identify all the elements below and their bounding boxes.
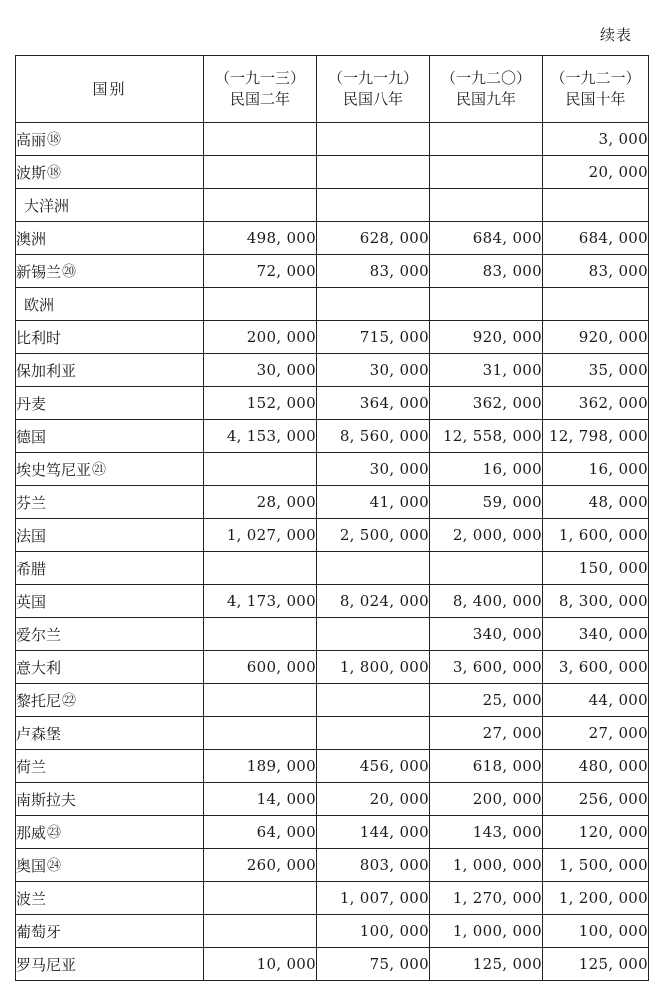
- value-cell: [317, 717, 430, 750]
- value-cell: [204, 684, 317, 717]
- country-name: 意大利: [16, 658, 62, 677]
- value-cell: 189, 000: [204, 750, 317, 783]
- column-header-country: 国别: [16, 56, 204, 123]
- country-name: 保加利亚: [16, 361, 77, 380]
- country-name: 新锡兰: [16, 262, 62, 281]
- value-cell: [317, 156, 430, 189]
- country-name: 葡萄牙: [16, 922, 62, 941]
- value-cell: 1, 270, 000: [430, 882, 543, 915]
- footnote-marker: ⑱: [47, 164, 62, 181]
- value-cell: [204, 123, 317, 156]
- table-row: [16, 453, 649, 486]
- country-name-cell: [16, 750, 204, 783]
- country-name-cell: [16, 420, 204, 453]
- country-name: 法国: [16, 526, 47, 545]
- region-name-cell: [16, 189, 204, 222]
- value-cell: [317, 288, 430, 321]
- value-cell: 340, 000: [430, 618, 543, 651]
- value-cell: 8, 560, 000: [317, 420, 430, 453]
- country-name: 高丽: [16, 130, 47, 149]
- country-name-cell: [16, 849, 204, 882]
- column-header-year: 民国九年: [455, 90, 516, 108]
- column-header-1920: [430, 56, 543, 123]
- value-cell: [430, 288, 543, 321]
- value-cell: 628, 000: [317, 222, 430, 255]
- country-name: 希腊: [16, 559, 47, 578]
- table-row: [16, 684, 649, 717]
- value-cell: 1, 800, 000: [317, 651, 430, 684]
- country-name-cell: [16, 222, 204, 255]
- value-cell: 1, 007, 000: [317, 882, 430, 915]
- column-header-1921: [543, 56, 649, 123]
- country-name: 埃史笃尼亚: [16, 460, 92, 479]
- value-cell: 64, 000: [204, 816, 317, 849]
- value-cell: [317, 189, 430, 222]
- country-name-cell: [16, 486, 204, 519]
- value-cell: [204, 618, 317, 651]
- country-name: 比利时: [16, 328, 62, 347]
- value-cell: 600, 000: [204, 651, 317, 684]
- value-cell: [204, 288, 317, 321]
- value-cell: [543, 189, 649, 222]
- value-cell: 200, 000: [204, 321, 317, 354]
- value-cell: 144, 000: [317, 816, 430, 849]
- value-cell: 480, 000: [543, 750, 649, 783]
- value-cell: 2, 000, 000: [430, 519, 543, 552]
- country-name-cell: [16, 321, 204, 354]
- value-cell: [430, 189, 543, 222]
- table-row: [16, 156, 649, 189]
- value-cell: [204, 552, 317, 585]
- value-cell: 30, 000: [317, 354, 430, 387]
- value-cell: 16, 000: [543, 453, 649, 486]
- footnote-marker: ㉔: [47, 857, 62, 874]
- table-row: [16, 123, 649, 156]
- country-name: 罗马尼亚: [16, 955, 77, 974]
- value-cell: 143, 000: [430, 816, 543, 849]
- table-row: [16, 618, 649, 651]
- table-row: [16, 651, 649, 684]
- value-cell: 30, 000: [317, 453, 430, 486]
- country-name: 爱尔兰: [16, 625, 62, 644]
- region-name-cell: [16, 288, 204, 321]
- value-cell: 498, 000: [204, 222, 317, 255]
- country-name: 南斯拉夫: [16, 790, 77, 809]
- column-header-era: （一九一九）: [327, 69, 418, 87]
- value-cell: 3, 600, 000: [543, 651, 649, 684]
- table-row: [16, 750, 649, 783]
- country-name: 波斯: [16, 163, 47, 182]
- value-cell: 8, 024, 000: [317, 585, 430, 618]
- value-cell: 150, 000: [543, 552, 649, 585]
- value-cell: 31, 000: [430, 354, 543, 387]
- value-cell: 100, 000: [543, 915, 649, 948]
- value-cell: [430, 156, 543, 189]
- value-cell: 41, 000: [317, 486, 430, 519]
- value-cell: 20, 000: [543, 156, 649, 189]
- value-cell: 803, 000: [317, 849, 430, 882]
- value-cell: 256, 000: [543, 783, 649, 816]
- table-body: [16, 123, 649, 981]
- value-cell: 715, 000: [317, 321, 430, 354]
- country-name-cell: [16, 552, 204, 585]
- value-cell: 200, 000: [430, 783, 543, 816]
- value-cell: 10, 000: [204, 948, 317, 981]
- country-name-cell: [16, 882, 204, 915]
- country-name: 德国: [16, 427, 47, 446]
- value-cell: 8, 300, 000: [543, 585, 649, 618]
- footnote-marker: ㉑: [92, 461, 107, 478]
- value-cell: 30, 000: [204, 354, 317, 387]
- column-header-1919: [317, 56, 430, 123]
- value-cell: 59, 000: [430, 486, 543, 519]
- value-cell: 340, 000: [543, 618, 649, 651]
- value-cell: 72, 000: [204, 255, 317, 288]
- country-name: 英国: [16, 592, 47, 611]
- value-cell: 456, 000: [317, 750, 430, 783]
- value-cell: 3, 600, 000: [430, 651, 543, 684]
- column-header-era: （一九一三）: [214, 69, 305, 87]
- value-cell: 12, 558, 000: [430, 420, 543, 453]
- value-cell: 4, 153, 000: [204, 420, 317, 453]
- value-cell: 684, 000: [430, 222, 543, 255]
- value-cell: [430, 552, 543, 585]
- value-cell: [430, 123, 543, 156]
- value-cell: 1, 000, 000: [430, 849, 543, 882]
- country-name-cell: [16, 915, 204, 948]
- value-cell: [317, 618, 430, 651]
- table-row: [16, 948, 649, 981]
- column-header-year: 民国八年: [342, 90, 403, 108]
- value-cell: 125, 000: [430, 948, 543, 981]
- value-cell: 83, 000: [317, 255, 430, 288]
- value-cell: 14, 000: [204, 783, 317, 816]
- value-cell: 75, 000: [317, 948, 430, 981]
- value-cell: 3, 000: [543, 123, 649, 156]
- country-name: 芬兰: [16, 493, 47, 512]
- country-name: 黎托尼: [16, 691, 62, 710]
- value-cell: 260, 000: [204, 849, 317, 882]
- value-cell: 920, 000: [430, 321, 543, 354]
- value-cell: 12, 798, 000: [543, 420, 649, 453]
- country-name: 那威: [16, 823, 47, 842]
- country-name-cell: [16, 387, 204, 420]
- value-cell: 20, 000: [317, 783, 430, 816]
- country-name-cell: [16, 354, 204, 387]
- value-cell: 83, 000: [430, 255, 543, 288]
- country-name: 卢森堡: [16, 724, 62, 743]
- table-row: [16, 222, 649, 255]
- value-cell: 362, 000: [430, 387, 543, 420]
- value-cell: 1, 027, 000: [204, 519, 317, 552]
- country-name-cell: [16, 519, 204, 552]
- value-cell: 27, 000: [543, 717, 649, 750]
- value-cell: 920, 000: [543, 321, 649, 354]
- table-row: [16, 486, 649, 519]
- country-name-cell: [16, 453, 204, 486]
- value-cell: 16, 000: [430, 453, 543, 486]
- country-name: 丹麦: [16, 394, 47, 413]
- table-row: [16, 783, 649, 816]
- value-cell: 25, 000: [430, 684, 543, 717]
- value-cell: 100, 000: [317, 915, 430, 948]
- table-row: [16, 387, 649, 420]
- table-row: [16, 585, 649, 618]
- column-header-era: （一九二一）: [550, 69, 641, 87]
- country-name-cell: [16, 717, 204, 750]
- statistics-table: [15, 55, 649, 981]
- country-name: 荷兰: [16, 757, 47, 776]
- country-name-cell: [16, 783, 204, 816]
- value-cell: 27, 000: [430, 717, 543, 750]
- table-caption: 续表: [599, 26, 632, 44]
- table-row: [16, 816, 649, 849]
- table-row: [16, 255, 649, 288]
- value-cell: 28, 000: [204, 486, 317, 519]
- value-cell: 1, 600, 000: [543, 519, 649, 552]
- value-cell: 684, 000: [543, 222, 649, 255]
- value-cell: [317, 684, 430, 717]
- region-name: 大洋洲: [24, 196, 70, 215]
- table-row: [16, 321, 649, 354]
- value-cell: 4, 173, 000: [204, 585, 317, 618]
- table-row: [16, 519, 649, 552]
- value-cell: 120, 000: [543, 816, 649, 849]
- table-row: [16, 849, 649, 882]
- table-row: [16, 882, 649, 915]
- region-row: [16, 288, 649, 321]
- value-cell: [204, 717, 317, 750]
- country-name-cell: [16, 816, 204, 849]
- value-cell: 362, 000: [543, 387, 649, 420]
- value-cell: [204, 915, 317, 948]
- footnote-marker: ㉒: [62, 692, 77, 709]
- value-cell: 35, 000: [543, 354, 649, 387]
- value-cell: 364, 000: [317, 387, 430, 420]
- value-cell: 152, 000: [204, 387, 317, 420]
- column-header-year: 民国十年: [565, 90, 626, 108]
- value-cell: 125, 000: [543, 948, 649, 981]
- value-cell: [204, 453, 317, 486]
- value-cell: 48, 000: [543, 486, 649, 519]
- footnote-marker: ⑱: [47, 131, 62, 148]
- table-row: [16, 717, 649, 750]
- column-header-year: 民国二年: [229, 90, 290, 108]
- table-header: [16, 56, 649, 123]
- table-row: [16, 552, 649, 585]
- region-row: [16, 189, 649, 222]
- footnote-marker: ㉓: [47, 824, 62, 841]
- country-name-cell: [16, 651, 204, 684]
- value-cell: [204, 882, 317, 915]
- table-row: [16, 420, 649, 453]
- country-name-cell: [16, 684, 204, 717]
- country-name-cell: [16, 156, 204, 189]
- country-name-cell: [16, 585, 204, 618]
- column-header-1913: [204, 56, 317, 123]
- country-name-cell: [16, 255, 204, 288]
- value-cell: 8, 400, 000: [430, 585, 543, 618]
- column-header-era: （一九二〇）: [440, 69, 531, 87]
- value-cell: 618, 000: [430, 750, 543, 783]
- value-cell: [317, 552, 430, 585]
- value-cell: 2, 500, 000: [317, 519, 430, 552]
- value-cell: [543, 288, 649, 321]
- country-name: 波兰: [16, 889, 47, 908]
- value-cell: [204, 189, 317, 222]
- value-cell: 1, 500, 000: [543, 849, 649, 882]
- value-cell: 44, 000: [543, 684, 649, 717]
- footnote-marker: ⑳: [62, 263, 77, 280]
- value-cell: [317, 123, 430, 156]
- value-cell: [204, 156, 317, 189]
- table-row: [16, 354, 649, 387]
- value-cell: 83, 000: [543, 255, 649, 288]
- country-name: 奥国: [16, 856, 47, 875]
- country-name-cell: [16, 618, 204, 651]
- country-name-cell: [16, 948, 204, 981]
- country-name-cell: [16, 123, 204, 156]
- value-cell: 1, 000, 000: [430, 915, 543, 948]
- header-row: [16, 56, 649, 123]
- value-cell: 1, 200, 000: [543, 882, 649, 915]
- country-name: 澳洲: [16, 229, 47, 248]
- region-name: 欧洲: [24, 295, 55, 314]
- table-row: [16, 915, 649, 948]
